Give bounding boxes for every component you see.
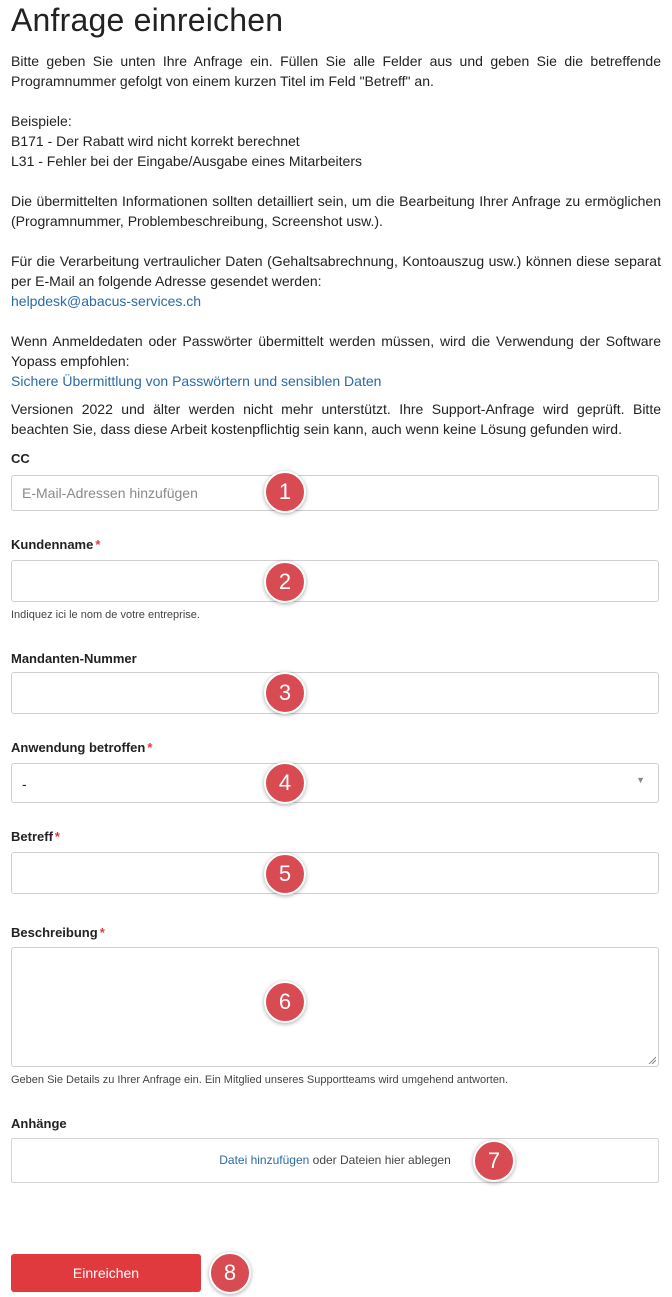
required-mark: * (147, 740, 153, 755)
add-file-link[interactable]: Datei hinzufügen (219, 1153, 310, 1167)
application-label-text: Anwendung betroffen (11, 740, 146, 755)
client-number-label (11, 651, 137, 666)
subject-field[interactable] (11, 852, 659, 894)
example-2: L31 - Fehler bei der Eingabe/Ausgabe eines Mitarbeiters (11, 153, 362, 169)
application-selected-value: - (22, 776, 27, 792)
intro-text (11, 51, 661, 459)
client-number-label-text: Mandanten-Nummer (11, 651, 137, 666)
intro-paragraph-5: Versionen 2022 und älter werden nicht mehr unterstützt. Ihre Support-Anfrage wird geprüft. Bitte beachten Sie, dass diese Arbeit kostenpflichtig sein kann, auch wenn keine Lösung gefunden wird. (11, 401, 661, 437)
intro-paragraph-4 (11, 331, 661, 391)
examples (11, 111, 661, 171)
description-label (11, 925, 105, 940)
client-number-field[interactable] (11, 672, 659, 714)
marker-2: 2 (264, 561, 306, 603)
attachments-label-text: Anhänge (11, 1116, 67, 1131)
attachments-dropzone[interactable] (11, 1138, 659, 1183)
marker-3: 3 (264, 672, 306, 714)
description-label-text: Beschreibung (11, 925, 98, 940)
application-select[interactable] (11, 763, 659, 803)
customer-name-field[interactable] (11, 560, 659, 602)
marker-6: 6 (264, 981, 306, 1023)
examples-heading: Beispiele: (11, 113, 72, 129)
resize-handle-icon[interactable] (648, 1056, 656, 1064)
submit-button[interactable]: Einreichen (11, 1254, 201, 1292)
yopass-text: Wenn Anmeldedaten oder Passwörter übermittelt werden müssen, wird die Verwendung der Software Yopass empfohlen: (11, 333, 661, 369)
description-field[interactable] (11, 947, 659, 1067)
cc-label-text: CC (11, 451, 30, 466)
drop-text: oder Dateien hier ablegen (309, 1153, 451, 1167)
application-label (11, 740, 152, 755)
required-mark: * (95, 537, 101, 552)
helpdesk-email-link[interactable]: helpdesk@abacus-services.ch (11, 293, 202, 309)
subject-label-text: Betreff (11, 829, 53, 844)
required-mark: * (54, 829, 60, 844)
yopass-link[interactable]: Sichere Übermittlung von Passwörtern und sensiblen Daten (11, 373, 382, 389)
caret-down-icon: ▼ (636, 775, 645, 785)
marker-1: 1 (264, 471, 306, 513)
page-title: Anfrage einreichen (11, 2, 284, 38)
marker-8: 8 (209, 1252, 251, 1294)
marker-5: 5 (264, 853, 306, 895)
subject-label (11, 829, 60, 844)
customer-name-hint: Indiquez ici le nom de votre entreprise. (11, 609, 200, 621)
description-hint: Geben Sie Details zu Ihrer Anfrage ein. Ein Mitglied unseres Supportteams wird umgehend antworten. (11, 1074, 509, 1086)
customer-name-input[interactable] (12, 561, 658, 601)
intro-paragraph-3 (11, 251, 661, 311)
marker-4: 4 (264, 762, 306, 804)
cc-input[interactable] (12, 476, 658, 510)
example-1: B171 - Der Rabatt wird nicht korrekt berechnet (11, 133, 300, 149)
cc-label (11, 451, 30, 466)
cc-field[interactable] (11, 475, 659, 511)
subject-input[interactable] (12, 853, 658, 893)
intro-paragraph-1: Bitte geben Sie unten Ihre Anfrage ein. Füllen Sie alle Felder aus und geben Sie die betreffende Programnummer gefolgt von einem kurzen Titel im Feld "Betreff" an. (11, 53, 661, 89)
required-mark: * (99, 925, 105, 940)
description-textarea[interactable] (12, 948, 658, 1066)
customer-name-label (11, 537, 100, 552)
confidential-text: Für die Verarbeitung vertraulicher Daten (Gehaltsabrechnung, Kontoauszug usw.) können diese separat per E-Mail an folgende Adresse gesendet werden: (11, 253, 661, 289)
marker-7: 7 (473, 1140, 515, 1182)
client-number-input[interactable] (12, 673, 658, 713)
intro-paragraph-2: Die übermittelten Informationen sollten detailliert sein, um die Bearbeitung Ihrer Anfrage zu ermöglichen (Programnummer, Problembeschreibung, Screenshot usw.). (11, 193, 661, 229)
attachments-label (11, 1116, 67, 1131)
customer-name-label-text: Kundenname (11, 537, 94, 552)
